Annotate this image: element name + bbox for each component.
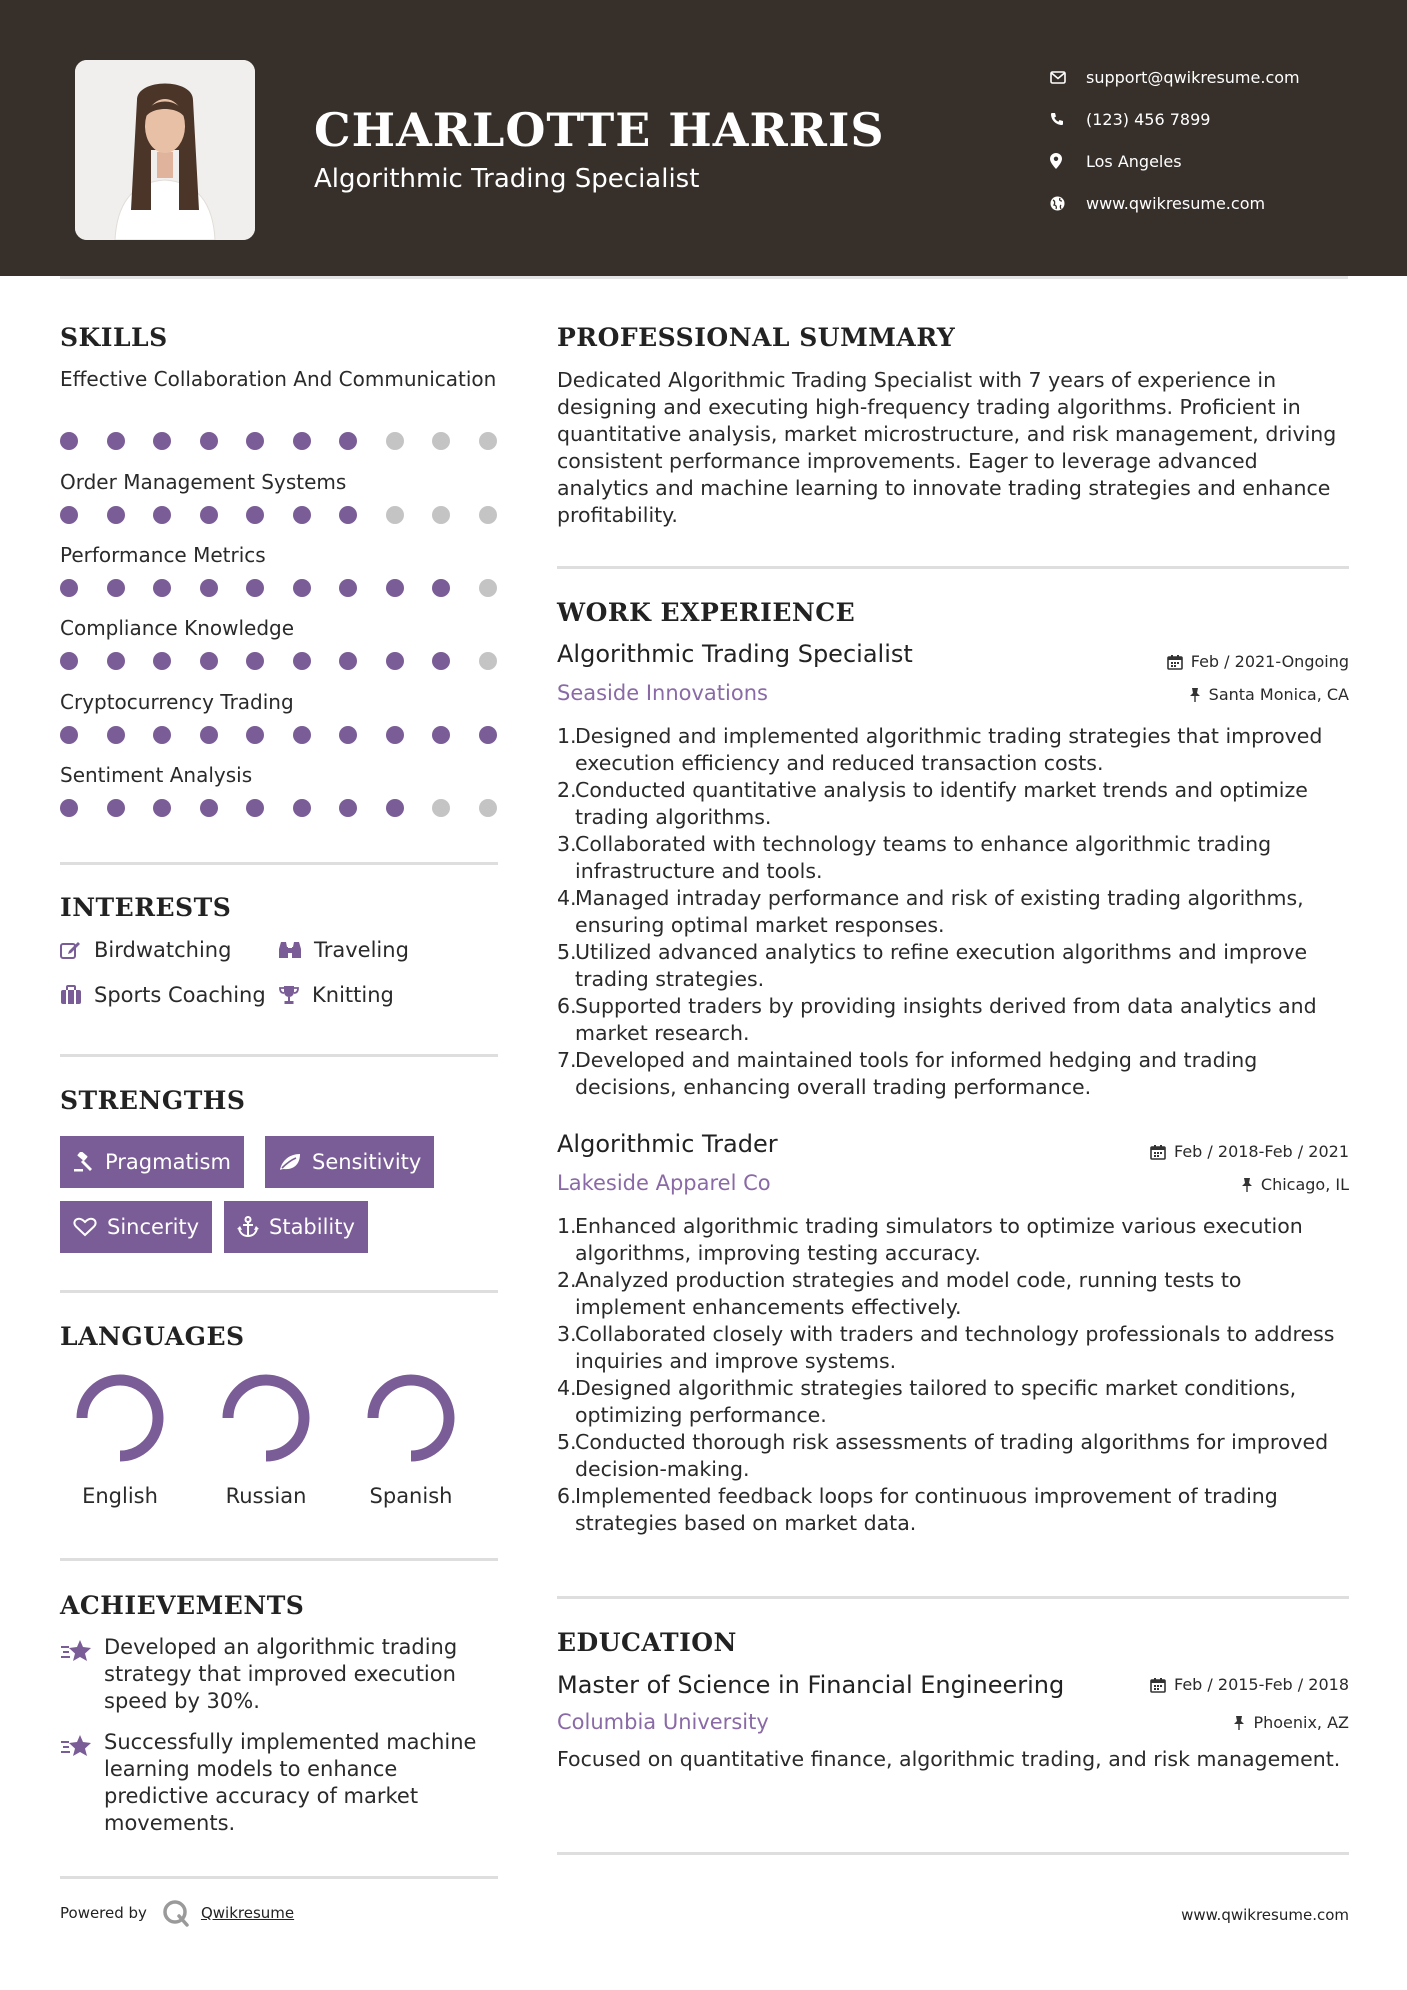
skill-dot-empty <box>479 579 497 597</box>
strength-label: Sensitivity <box>312 1150 422 1174</box>
languages-heading: LANGUAGES <box>60 1322 245 1351</box>
degree-title: Master of Science in Financial Engineering <box>557 1671 1065 1699</box>
achievements-heading: ACHIEVEMENTS <box>60 1591 305 1620</box>
skill-dot-empty <box>479 506 497 524</box>
strength-tag <box>265 1136 434 1188</box>
job-dates <box>1150 1142 1349 1161</box>
profile-photo-illustration <box>75 60 255 240</box>
candidate-role: Algorithmic Trading Specialist <box>314 164 700 194</box>
language-item <box>206 1370 326 1508</box>
responsibility-number: 5. <box>557 1430 577 1454</box>
skill-dot-filled <box>153 579 171 597</box>
education-description: Focused on quantitative finance, algorithmic trading, and risk management. <box>557 1747 1341 1771</box>
job-company: Lakeside Apparel Co <box>557 1171 771 1195</box>
job-location <box>1241 1175 1349 1194</box>
skill-dot-filled <box>200 506 218 524</box>
skill-name: Effective Collaboration And Communication <box>60 367 497 391</box>
skill-dot-filled <box>293 652 311 670</box>
strength-label: Sincerity <box>107 1215 200 1239</box>
responsibility-text: Analyzed production strategies and model code, running tests to implement enhancements effectively. <box>575 1268 1242 1319</box>
responsibility-item <box>557 1321 1349 1375</box>
interest-label: Traveling <box>314 938 409 962</box>
summary-text: Dedicated Algorithmic Trading Specialist with 7 years of experience in designing and executing high-frequency trading algorithms. Proficient in quantitative analysis, market microstructure, and risk management, driving consistent performance improvements. Eager to leverage advanced analytics and machine learning to innovate trading strategies and enhance profitability. <box>557 368 1337 527</box>
job-dates-text: Feb / 2018-Feb / 2021 <box>1174 1142 1349 1161</box>
binoculars-icon <box>278 940 302 960</box>
responsibility-text: Conducted thorough risk assessments of trading algorithms for improved decision-making. <box>575 1430 1329 1481</box>
job-company: Seaside Innovations <box>557 681 768 705</box>
responsibility-item <box>557 723 1349 777</box>
responsibility-number: 6. <box>557 994 577 1018</box>
responsibility-text: Supported traders by providing insights derived from data analytics and market research. <box>575 994 1317 1045</box>
footer-powered-by <box>60 1898 294 1928</box>
skill-dot-filled <box>153 652 171 670</box>
contact-email[interactable] <box>1050 56 1300 98</box>
skill-dot-filled <box>246 506 264 524</box>
contact-email-text: support@qwikresume.com <box>1086 67 1300 87</box>
section-divider <box>60 1290 498 1293</box>
responsibility-number: 2. <box>557 1268 577 1292</box>
language-proficiency-ring <box>351 1370 471 1470</box>
responsibility-item <box>557 1213 1349 1267</box>
job-responsibilities <box>557 723 1349 1101</box>
skill-name: Sentiment Analysis <box>60 763 253 787</box>
skill-dot-filled <box>386 652 404 670</box>
skill-name: Performance Metrics <box>60 543 266 567</box>
skill-dot-filled <box>246 432 264 450</box>
skill-dot-filled <box>60 726 78 744</box>
skill-name: Cryptocurrency Trading <box>60 690 294 714</box>
language-item <box>351 1370 471 1508</box>
language-name: Russian <box>225 1484 307 1508</box>
responsibility-text: Developed and maintained tools for informed hedging and trading decisions, enhancing overall trading performance. <box>575 1048 1258 1099</box>
interest-item <box>60 983 266 1007</box>
anchor-icon <box>237 1216 259 1238</box>
skills-heading: SKILLS <box>60 323 168 352</box>
strength-tag <box>60 1136 244 1188</box>
job-responsibilities <box>557 1213 1349 1537</box>
language-name: Spanish <box>369 1484 453 1508</box>
responsibility-item <box>557 885 1349 939</box>
job-location <box>1189 685 1349 704</box>
skill-dot-filled <box>60 432 78 450</box>
strength-label: Pragmatism <box>105 1150 231 1174</box>
strength-tag <box>60 1201 212 1253</box>
calendar-icon <box>1150 1677 1166 1693</box>
achievement-text: Developed an algorithmic trading strategy that improved execution speed by 30%. <box>104 1635 458 1713</box>
profile-photo <box>75 60 255 240</box>
qwikresume-logo-icon <box>161 1898 191 1928</box>
skill-dot-filled <box>60 652 78 670</box>
skill-dot-filled <box>339 579 357 597</box>
envelope-icon <box>1050 71 1086 84</box>
responsibility-number: 6. <box>557 1484 577 1508</box>
responsibility-text: Collaborated closely with traders and technology professionals to address inquiries and improve systems. <box>575 1322 1335 1373</box>
responsibility-number: 7. <box>557 1048 577 1072</box>
responsibility-item <box>557 939 1349 993</box>
contact-location <box>1050 140 1300 182</box>
job-dates-text: Feb / 2021-Ongoing <box>1190 652 1349 671</box>
skill-dot-filled <box>107 506 125 524</box>
skill-dot-filled <box>293 579 311 597</box>
responsibility-number: 3. <box>557 1322 577 1346</box>
education-location-text: Phoenix, AZ <box>1253 1713 1349 1732</box>
pushpin-icon <box>1233 1715 1245 1731</box>
skill-dot-filled <box>293 432 311 450</box>
job-location-text: Santa Monica, CA <box>1208 685 1349 704</box>
responsibility-item <box>557 831 1349 885</box>
job-title: Algorithmic Trading Specialist <box>557 640 913 668</box>
leaf-icon <box>278 1152 302 1172</box>
education-heading: EDUCATION <box>557 1628 737 1657</box>
skill-dot-filled <box>107 652 125 670</box>
responsibility-text: Collaborated with technology teams to enhance algorithmic trading infrastructure and tools. <box>575 832 1272 883</box>
calendar-icon <box>1167 654 1183 670</box>
interest-item <box>278 983 394 1007</box>
interest-label: Birdwatching <box>94 938 232 962</box>
achievement-item <box>60 1729 500 1837</box>
language-item <box>60 1370 180 1508</box>
skill-dot-filled <box>200 432 218 450</box>
achievement-item <box>60 1634 500 1715</box>
map-pin-icon <box>1050 153 1086 169</box>
section-divider <box>60 1558 498 1561</box>
skill-dot-filled <box>107 726 125 744</box>
interest-label: Knitting <box>312 983 394 1007</box>
skill-dot-empty <box>386 506 404 524</box>
language-arc <box>82 1380 158 1456</box>
star-medal-icon <box>60 1638 94 1664</box>
skill-rating <box>60 579 525 597</box>
responsibility-item <box>557 1429 1349 1483</box>
skill-dot-filled <box>432 652 450 670</box>
language-proficiency-ring <box>206 1370 326 1470</box>
footer-website[interactable]: www.qwikresume.com <box>1181 1906 1349 1924</box>
strength-label: Stability <box>269 1215 355 1239</box>
language-arc <box>228 1380 304 1456</box>
skill-dot-filled <box>107 579 125 597</box>
education-location <box>1233 1713 1349 1732</box>
education-dates-text: Feb / 2015-Feb / 2018 <box>1174 1675 1349 1694</box>
skill-dot-filled <box>246 726 264 744</box>
skill-dot-empty <box>386 432 404 450</box>
skill-dot-filled <box>107 432 125 450</box>
achievement-text: Successfully implemented machine learning models to enhance predictive accuracy of market movements. <box>104 1730 477 1835</box>
job-dates <box>1167 652 1349 671</box>
skill-dot-empty <box>432 506 450 524</box>
responsibility-item <box>557 1375 1349 1429</box>
skill-rating <box>60 726 525 744</box>
skill-dot-filled <box>339 432 357 450</box>
responsibility-number: 4. <box>557 886 577 910</box>
skill-dot-filled <box>339 652 357 670</box>
language-proficiency-ring <box>60 1370 180 1470</box>
skill-dot-filled <box>246 799 264 817</box>
skill-dot-filled <box>386 799 404 817</box>
contact-phone[interactable] <box>1050 98 1300 140</box>
skill-dot-filled <box>386 726 404 744</box>
responsibility-item <box>557 993 1349 1047</box>
contact-website-text: www.qwikresume.com <box>1086 193 1266 213</box>
skill-dot-filled <box>200 799 218 817</box>
summary-heading: PROFESSIONAL SUMMARY <box>557 323 956 352</box>
responsibility-text: Implemented feedback loops for continuous improvement of trading strategies based on market data. <box>575 1484 1278 1535</box>
pushpin-icon <box>1189 687 1201 703</box>
contact-list <box>1050 56 1300 224</box>
skill-dot-filled <box>293 799 311 817</box>
heart-icon <box>73 1217 97 1237</box>
responsibility-text: Designed and implemented algorithmic trading strategies that improved execution efficiency and reduced transaction costs. <box>575 724 1323 775</box>
star-medal-icon <box>60 1733 94 1759</box>
skill-name: Order Management Systems <box>60 470 347 494</box>
skill-dot-filled <box>153 726 171 744</box>
globe-icon <box>1050 196 1086 211</box>
skill-dot-filled <box>293 506 311 524</box>
skill-rating <box>60 432 525 450</box>
interest-item <box>278 938 409 962</box>
edit-icon <box>60 940 82 960</box>
skill-dot-filled <box>246 652 264 670</box>
school-name: Columbia University <box>557 1710 769 1734</box>
responsibility-number: 2. <box>557 778 577 802</box>
strength-tag <box>224 1201 368 1253</box>
skill-dot-filled <box>479 726 497 744</box>
pushpin-icon <box>1241 1177 1253 1193</box>
section-divider <box>557 1596 1349 1599</box>
job-title: Algorithmic Trader <box>557 1130 778 1158</box>
gavel-icon <box>73 1152 95 1172</box>
skill-dot-filled <box>339 506 357 524</box>
section-divider <box>60 1054 498 1057</box>
skill-dot-filled <box>153 432 171 450</box>
responsibility-item <box>557 1483 1349 1537</box>
interest-item <box>60 938 231 962</box>
skill-rating <box>60 652 525 670</box>
skill-dot-filled <box>153 799 171 817</box>
skill-dot-empty <box>432 799 450 817</box>
responsibility-text: Managed intraday performance and risk of existing trading algorithms, ensuring optimal market responses. <box>575 886 1304 937</box>
skill-name: Compliance Knowledge <box>60 616 295 640</box>
skill-dot-filled <box>386 579 404 597</box>
responsibility-item <box>557 1267 1349 1321</box>
skill-dot-filled <box>200 652 218 670</box>
skill-rating <box>60 506 525 524</box>
language-name: English <box>82 1484 158 1508</box>
skill-dot-filled <box>200 579 218 597</box>
skill-dot-filled <box>432 579 450 597</box>
responsibility-item <box>557 777 1349 831</box>
responsibility-number: 5. <box>557 940 577 964</box>
contact-phone-text: (123) 456 7899 <box>1086 109 1211 129</box>
language-arc <box>373 1380 449 1456</box>
contact-location-text: Los Angeles <box>1086 151 1182 171</box>
skill-dot-filled <box>293 726 311 744</box>
skill-dot-filled <box>60 506 78 524</box>
strengths-heading: STRENGTHS <box>60 1086 246 1115</box>
skill-dot-filled <box>60 799 78 817</box>
responsibility-text: Designed algorithmic strategies tailored to specific market conditions, optimizing performance. <box>575 1376 1297 1427</box>
responsibility-number: 3. <box>557 832 577 856</box>
brand-link[interactable]: Qwikresume <box>200 1904 295 1922</box>
responsibility-text: Enhanced algorithmic trading simulators to optimize various execution algorithms, improving testing accuracy. <box>575 1214 1303 1265</box>
skill-dot-empty <box>479 652 497 670</box>
header-divider <box>60 276 1348 279</box>
phone-icon <box>1050 112 1086 126</box>
responsibility-text: Conducted quantitative analysis to identify market trends and optimize trading algorithms. <box>575 778 1308 829</box>
briefcase-icon <box>60 985 82 1005</box>
section-divider <box>557 1852 1349 1855</box>
interests-heading: INTERESTS <box>60 893 232 922</box>
education-dates <box>1150 1675 1349 1694</box>
powered-by-label: Powered by <box>60 1904 147 1922</box>
candidate-name: CHARLOTTE HARRIS <box>314 103 885 157</box>
skill-dot-filled <box>200 726 218 744</box>
skill-dot-filled <box>153 506 171 524</box>
responsibility-number: 1. <box>557 1214 577 1238</box>
skill-dot-empty <box>479 432 497 450</box>
section-divider <box>60 1876 498 1879</box>
skill-dot-filled <box>246 579 264 597</box>
trophy-icon <box>278 985 300 1005</box>
job-location-text: Chicago, IL <box>1260 1175 1349 1194</box>
responsibility-text: Utilized advanced analytics to refine execution algorithms and improve trading strategies. <box>575 940 1308 991</box>
responsibility-number: 4. <box>557 1376 577 1400</box>
section-divider <box>557 566 1349 569</box>
responsibility-item <box>557 1047 1349 1101</box>
skill-dot-filled <box>432 726 450 744</box>
skill-dot-empty <box>432 432 450 450</box>
skill-dot-filled <box>339 726 357 744</box>
skill-dot-empty <box>479 799 497 817</box>
experience-heading: WORK EXPERIENCE <box>557 598 856 627</box>
contact-website[interactable] <box>1050 182 1300 224</box>
skill-dot-filled <box>107 799 125 817</box>
skill-dot-filled <box>339 799 357 817</box>
responsibility-number: 1. <box>557 724 577 748</box>
skill-dot-filled <box>60 579 78 597</box>
interest-label: Sports Coaching <box>94 983 266 1007</box>
section-divider <box>60 862 498 865</box>
skill-rating <box>60 799 525 817</box>
resume-header <box>0 0 1407 276</box>
calendar-icon <box>1150 1144 1166 1160</box>
